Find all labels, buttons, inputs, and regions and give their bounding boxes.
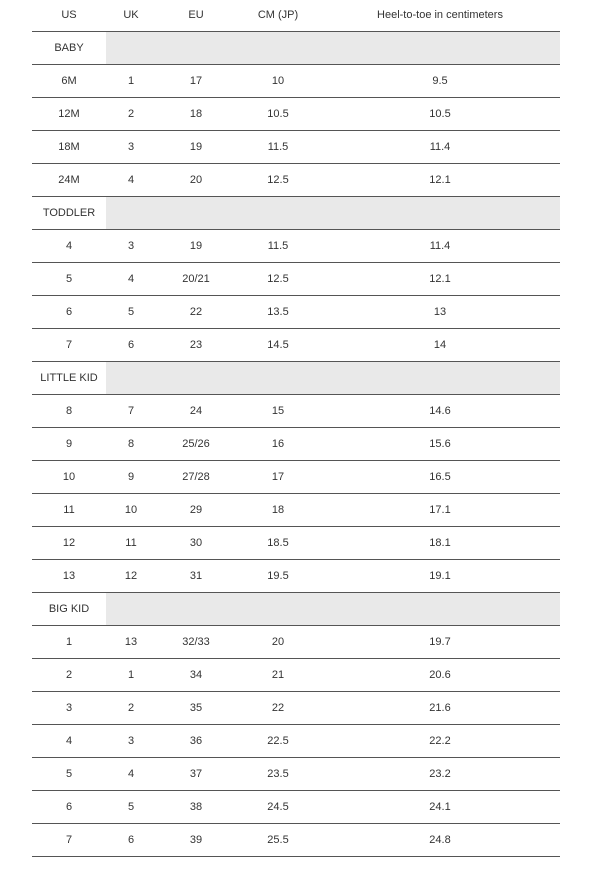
cell-us: 4 [65, 735, 73, 747]
cell-cm: 16 [271, 438, 285, 450]
table-row [32, 164, 560, 197]
table-row [32, 527, 560, 560]
cell-heel: 17.1 [429, 504, 451, 516]
table-row [32, 725, 560, 758]
cell-cm: 15 [271, 405, 285, 417]
cell-us: 6M [61, 75, 77, 87]
cell-us: 18M [58, 141, 80, 153]
section-band [106, 593, 560, 625]
table-row [32, 791, 560, 824]
cell-heel: 24.8 [429, 834, 451, 846]
table-row [32, 230, 560, 263]
table-row [32, 131, 560, 164]
cell-eu: 31 [189, 570, 203, 582]
cell-heel: 13 [433, 306, 447, 318]
cell-uk: 6 [127, 339, 135, 351]
cell-us: 12M [58, 108, 80, 120]
cell-heel: 14 [433, 339, 447, 351]
cell-us: 1 [65, 636, 73, 648]
cell-eu: 22 [189, 306, 203, 318]
cell-cm: 20 [271, 636, 285, 648]
cell-heel: 9.5 [432, 75, 448, 87]
section-band [106, 362, 560, 394]
cell-cm: 18.5 [267, 537, 289, 549]
cell-eu: 38 [189, 801, 203, 813]
cell-eu: 34 [189, 669, 203, 681]
cell-heel: 14.6 [429, 405, 451, 417]
column-header-heel-to-toe: Heel-to-toe in centimeters [377, 9, 503, 21]
cell-us: 8 [65, 405, 73, 417]
cell-cm: 11.5 [267, 240, 289, 252]
cell-cm: 22.5 [267, 735, 289, 747]
cell-cm: 10.5 [267, 108, 289, 120]
cell-eu: 19 [189, 141, 203, 153]
cell-eu: 35 [189, 702, 203, 714]
cell-heel: 11.4 [429, 141, 451, 153]
cell-uk: 5 [127, 801, 135, 813]
cell-cm: 24.5 [267, 801, 289, 813]
table-header [32, 0, 560, 32]
column-header-us: US [61, 9, 77, 21]
cell-us: 4 [65, 240, 73, 252]
cell-cm: 19.5 [267, 570, 289, 582]
cell-us: 9 [65, 438, 73, 450]
table-row [32, 659, 560, 692]
cell-eu: 32/33 [182, 636, 210, 648]
cell-cm: 14.5 [267, 339, 289, 351]
table-row [32, 65, 560, 98]
column-header-uk: UK [123, 9, 139, 21]
cell-us: 2 [65, 669, 73, 681]
cell-us: 6 [65, 306, 73, 318]
table-row [32, 824, 560, 857]
cell-eu: 20 [189, 174, 203, 186]
cell-cm: 22 [271, 702, 285, 714]
cell-us: 11 [63, 504, 75, 516]
cell-uk: 10 [124, 504, 138, 516]
cell-us: 12 [62, 537, 76, 549]
column-header-cm: CM (JP) [257, 9, 299, 21]
section-label: LITTLE KID [32, 362, 106, 394]
cell-eu: 25/26 [182, 438, 210, 450]
cell-uk: 3 [127, 735, 135, 747]
section-band [106, 197, 560, 229]
section-label: BABY [32, 32, 106, 64]
cell-cm: 18 [271, 504, 285, 516]
section-band [106, 32, 560, 64]
cell-eu: 17 [189, 75, 203, 87]
cell-us: 6 [65, 801, 73, 813]
cell-heel: 18.1 [429, 537, 451, 549]
table-row [32, 263, 560, 296]
cell-eu: 20/21 [182, 273, 210, 285]
cell-heel: 21.6 [429, 702, 451, 714]
table-row [32, 296, 560, 329]
section-header [32, 197, 560, 230]
cell-uk: 1 [127, 75, 135, 87]
cell-cm: 23.5 [267, 768, 289, 780]
cell-cm: 12.5 [267, 273, 289, 285]
cell-uk: 12 [124, 570, 138, 582]
section-header [32, 593, 560, 626]
table-row [32, 692, 560, 725]
cell-uk: 4 [127, 768, 135, 780]
cell-heel: 19.7 [429, 636, 451, 648]
cell-us: 7 [65, 339, 73, 351]
cell-cm: 10 [271, 75, 285, 87]
cell-heel: 10.5 [429, 108, 451, 120]
cell-eu: 24 [189, 405, 203, 417]
section-header [32, 362, 560, 395]
table-row [32, 494, 560, 527]
cell-uk: 1 [127, 669, 135, 681]
cell-heel: 12.1 [429, 174, 451, 186]
cell-cm: 17 [271, 471, 285, 483]
cell-cm: 13.5 [267, 306, 289, 318]
cell-cm: 25.5 [267, 834, 289, 846]
cell-eu: 30 [189, 537, 203, 549]
cell-uk: 7 [127, 405, 135, 417]
cell-uk: 4 [127, 174, 135, 186]
cell-uk: 2 [127, 108, 135, 120]
cell-eu: 36 [189, 735, 203, 747]
section-label: TODDLER [32, 197, 106, 229]
cell-uk: 6 [127, 834, 135, 846]
cell-us: 13 [62, 570, 76, 582]
cell-eu: 37 [189, 768, 203, 780]
cell-cm: 11.5 [267, 141, 289, 153]
table-row [32, 428, 560, 461]
cell-heel: 11.4 [429, 240, 451, 252]
cell-eu: 18 [189, 108, 203, 120]
section-label: BIG KID [32, 593, 106, 625]
cell-heel: 16.5 [429, 471, 451, 483]
cell-us: 24M [58, 174, 80, 186]
cell-uk: 13 [124, 636, 138, 648]
table-row [32, 626, 560, 659]
cell-us: 7 [65, 834, 73, 846]
cell-heel: 22.2 [429, 735, 451, 747]
cell-eu: 23 [189, 339, 203, 351]
cell-heel: 24.1 [429, 801, 451, 813]
cell-uk: 11 [125, 537, 137, 549]
cell-heel: 23.2 [429, 768, 451, 780]
cell-eu: 27/28 [182, 471, 210, 483]
cell-uk: 3 [127, 240, 135, 252]
cell-cm: 21 [271, 669, 285, 681]
cell-uk: 5 [127, 306, 135, 318]
size-chart-table [32, 0, 560, 857]
cell-us: 5 [65, 768, 73, 780]
cell-uk: 4 [127, 273, 135, 285]
column-header-eu: EU [188, 9, 204, 21]
section-header [32, 32, 560, 65]
table-row [32, 329, 560, 362]
table-row [32, 395, 560, 428]
cell-us: 3 [65, 702, 73, 714]
cell-us: 5 [65, 273, 73, 285]
cell-uk: 9 [127, 471, 135, 483]
cell-uk: 3 [127, 141, 135, 153]
table-row [32, 560, 560, 593]
table-row [32, 758, 560, 791]
cell-eu: 19 [189, 240, 203, 252]
cell-eu: 29 [189, 504, 203, 516]
cell-heel: 20.6 [429, 669, 451, 681]
cell-cm: 12.5 [267, 174, 289, 186]
cell-eu: 39 [189, 834, 203, 846]
table-row [32, 461, 560, 494]
cell-us: 10 [62, 471, 76, 483]
cell-heel: 19.1 [429, 570, 451, 582]
cell-uk: 2 [127, 702, 135, 714]
cell-heel: 12.1 [429, 273, 451, 285]
cell-uk: 8 [127, 438, 135, 450]
table-body [32, 32, 560, 857]
table-row [32, 98, 560, 131]
cell-heel: 15.6 [429, 438, 451, 450]
